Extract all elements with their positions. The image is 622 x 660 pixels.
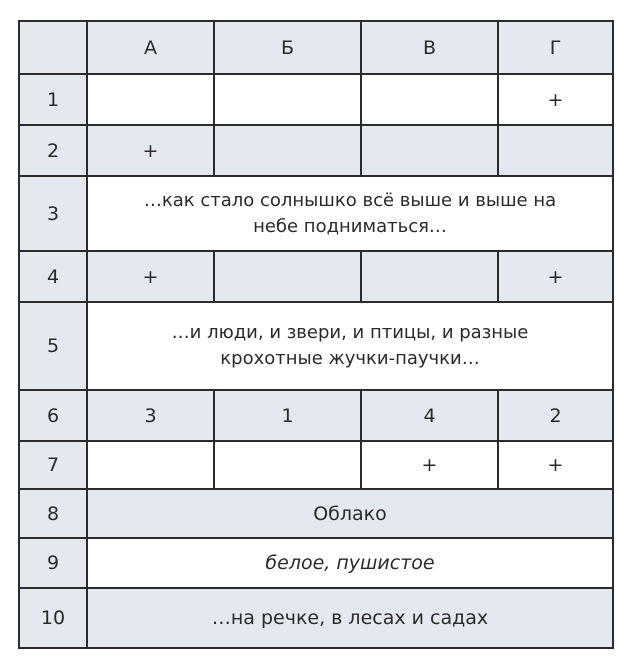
table-cell <box>361 74 498 125</box>
column-header-a: А <box>87 21 214 74</box>
header-row <box>19 21 613 74</box>
table-cell: + <box>87 251 214 302</box>
table-cell <box>87 74 214 125</box>
table-cell <box>214 74 361 125</box>
column-header-g: Г <box>498 21 613 74</box>
row-number: 1 <box>19 74 87 125</box>
row-number: 8 <box>19 489 87 538</box>
table-cell: + <box>361 441 498 489</box>
row-number: 7 <box>19 441 87 489</box>
table-cell: 2 <box>498 390 613 441</box>
table-cell: + <box>87 125 214 176</box>
table-cell: 4 <box>361 390 498 441</box>
table-cell <box>361 251 498 302</box>
row-number: 3 <box>19 176 87 251</box>
row-number: 4 <box>19 251 87 302</box>
merged-text-cell: Облако <box>87 489 613 538</box>
table-row-9 <box>19 538 613 588</box>
table-row-10 <box>19 588 613 648</box>
table-cell <box>214 251 361 302</box>
row-number: 2 <box>19 125 87 176</box>
column-header-v: В <box>361 21 498 74</box>
merged-text-cell: белое, пушистое <box>87 538 613 588</box>
table-cell: 1 <box>214 390 361 441</box>
row-number: 6 <box>19 390 87 441</box>
table-row-6 <box>19 390 613 441</box>
table-row-7 <box>19 441 613 489</box>
table-row-5 <box>19 302 613 390</box>
answer-table <box>18 20 614 649</box>
row-number: 5 <box>19 302 87 390</box>
table-row-2 <box>19 125 613 176</box>
table-cell: + <box>498 441 613 489</box>
row-number: 10 <box>19 588 87 648</box>
column-header-b: Б <box>214 21 361 74</box>
table-row-3 <box>19 176 613 251</box>
table-cell: + <box>498 74 613 125</box>
table-row-8 <box>19 489 613 538</box>
table-cell <box>214 125 361 176</box>
table-cell <box>361 125 498 176</box>
table-row-4 <box>19 251 613 302</box>
merged-text-cell: …как стало солнышко всё выше и выше на небе подниматься… <box>87 176 613 251</box>
table-cell <box>498 125 613 176</box>
table-cell: 3 <box>87 390 214 441</box>
table-row-1 <box>19 74 613 125</box>
corner-cell <box>19 21 87 74</box>
merged-text-cell: …на речке, в лесах и садах <box>87 588 613 648</box>
table-cell <box>87 441 214 489</box>
table-cell: + <box>498 251 613 302</box>
merged-text-cell: …и люди, и звери, и птицы, и разные крохотные жучки-паучки… <box>87 302 613 390</box>
row-number: 9 <box>19 538 87 588</box>
table-cell <box>214 441 361 489</box>
